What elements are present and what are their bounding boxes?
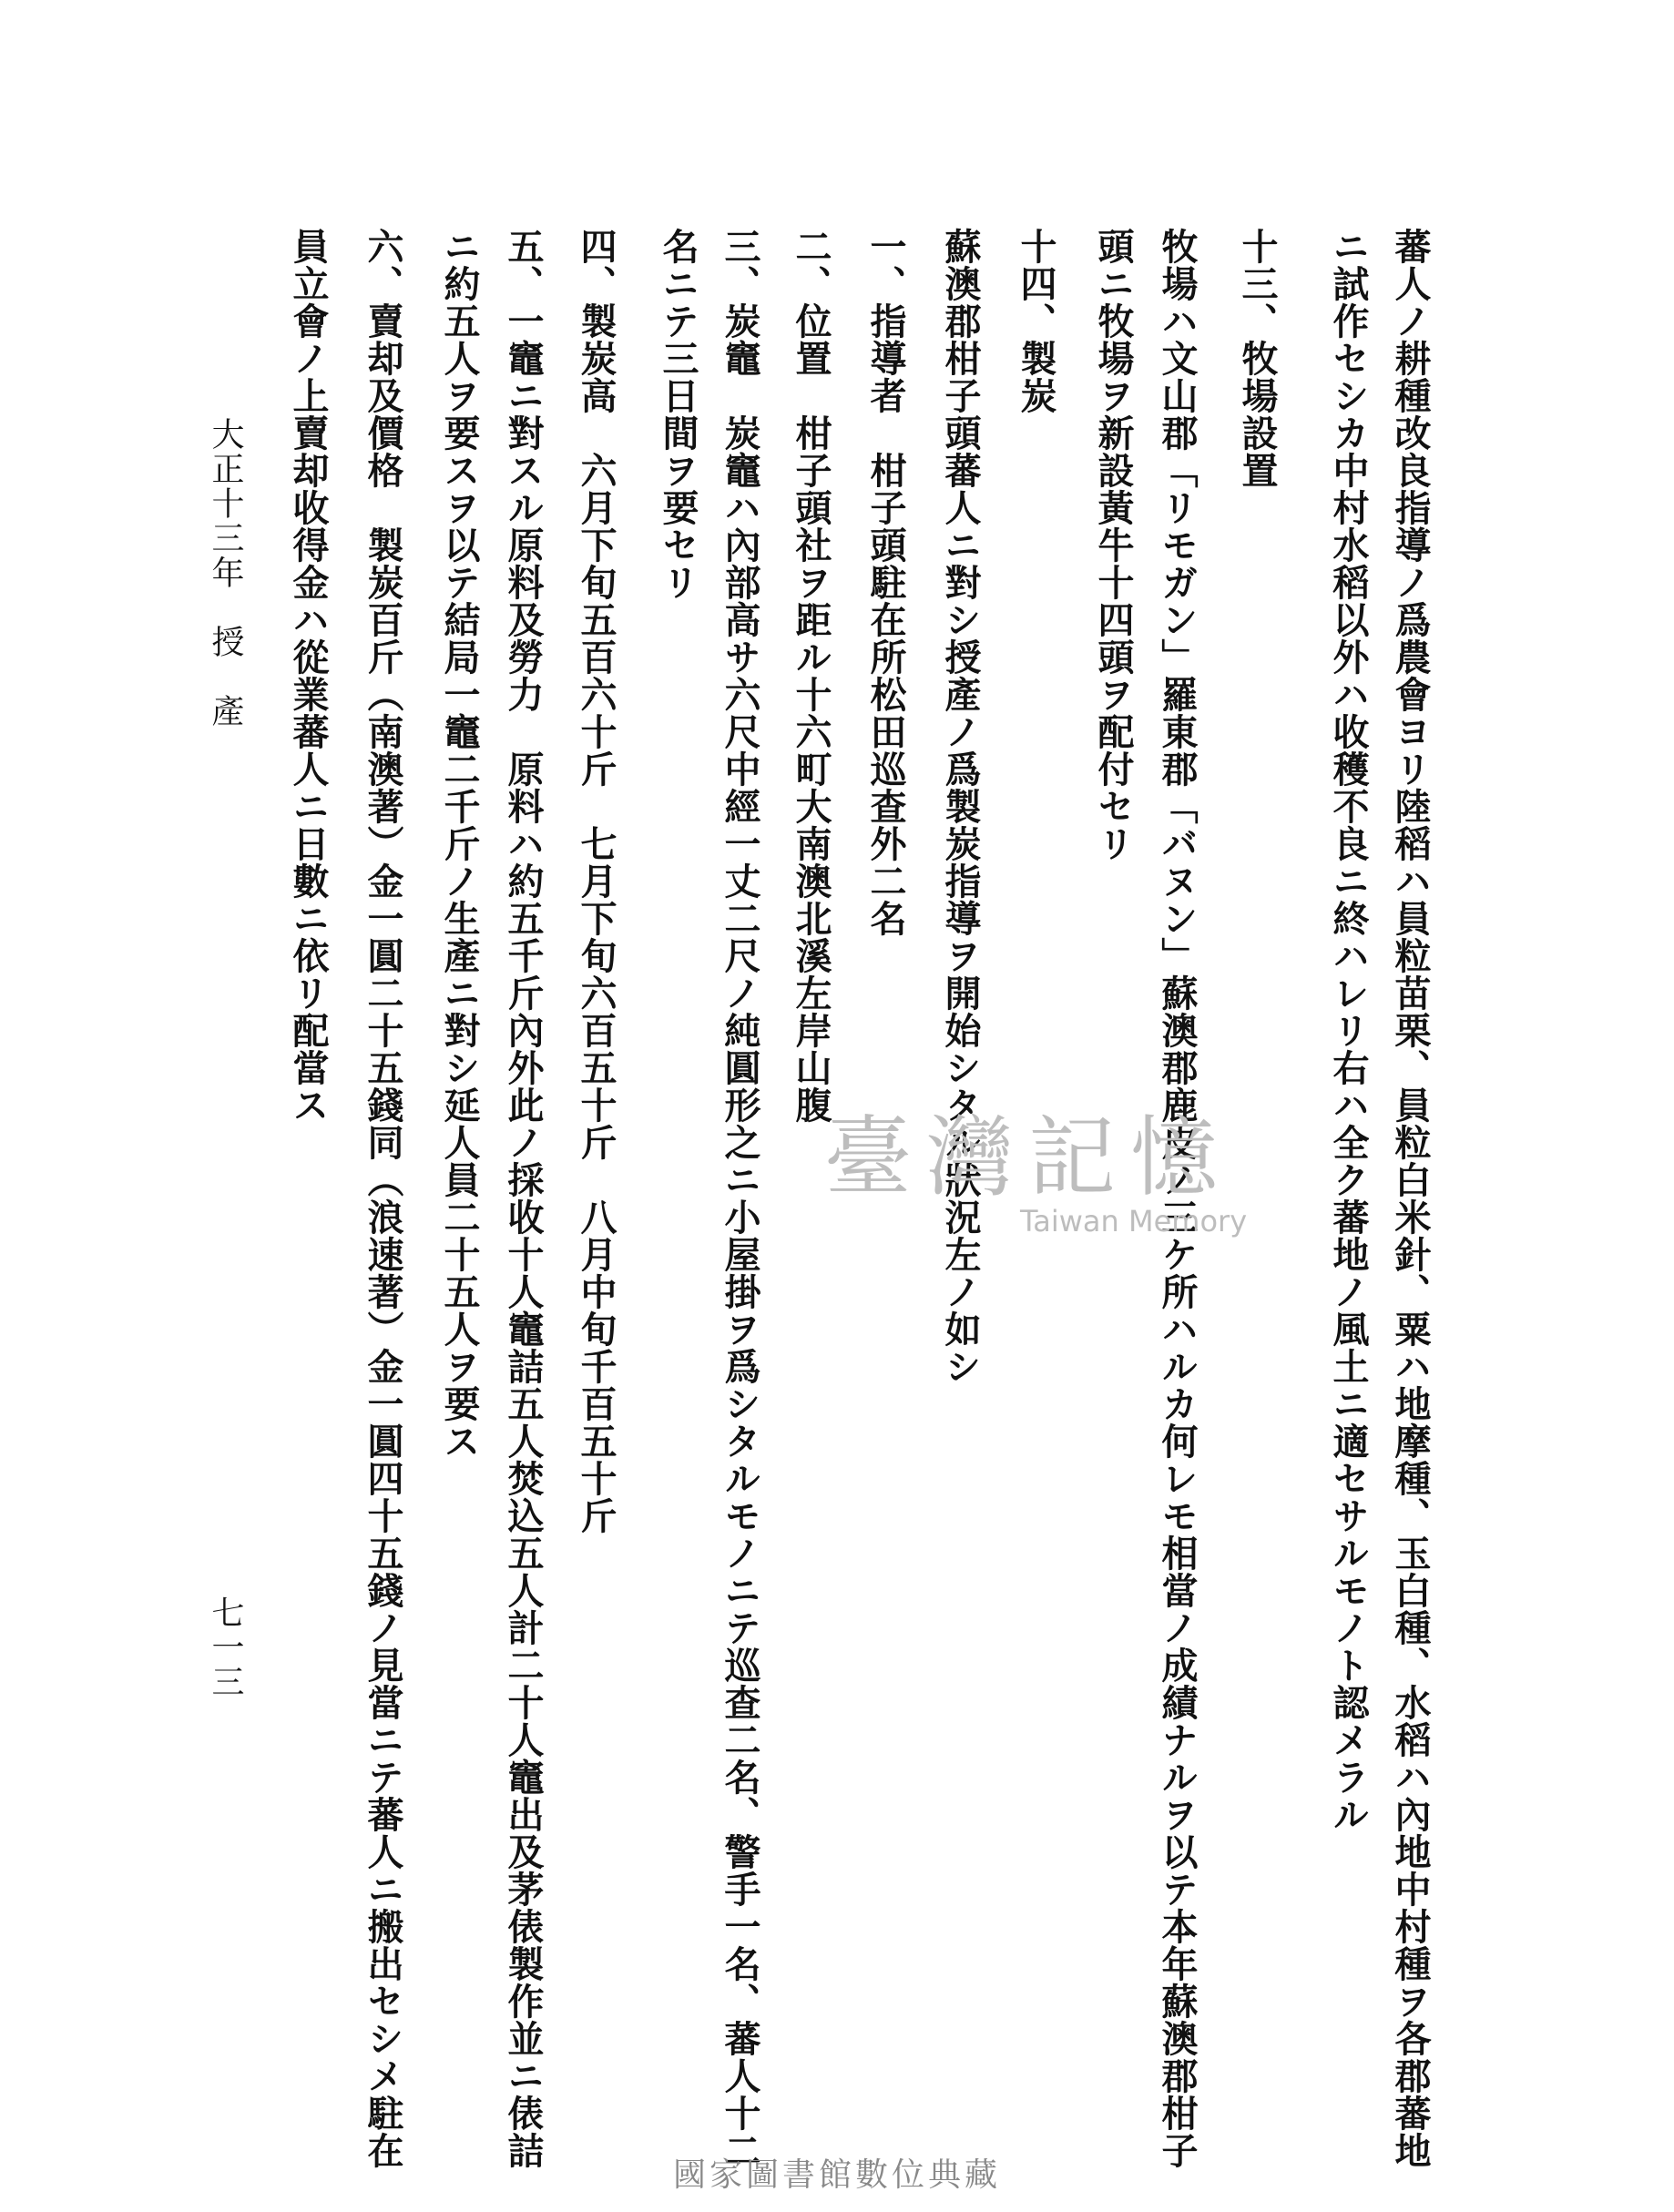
section-heading: 十三、牧場設置 — [1236, 228, 1279, 489]
text-column: 蕃人ノ耕種改良指導ノ爲農會ヨリ陸稻ハ員粒苗栗、員粒白米針、粟ハ地摩種、玉白種、水稻ハ內地中村種ヲ各郡蕃地 — [1389, 228, 1432, 2169]
section-heading: 十四、製炭 — [1015, 228, 1057, 414]
watermark — [824, 1088, 1247, 1239]
list-item: 五、一竈ニ對スル原料及勞力 原料ハ約五千斤內外此ノ採收十人竈詰五人焚込五人計二十人竈出及茅俵製作並ニ俵詰 — [502, 228, 545, 2169]
page-number: 七一三 — [207, 1595, 244, 1699]
watermark-english: Taiwan Memory — [1020, 1204, 1248, 1239]
text-column: 名ニテ三日間ヲ要セリ — [657, 228, 699, 601]
list-item: 二、位置 柑子頭社ヲ距ル十六町大南澳北溪左岸山腹 — [790, 228, 832, 1124]
text-column: 蘇澳郡柑子頭蕃人ニ對シ授產ノ爲製炭指導ヲ開始シタル狀況左ノ如シ — [939, 228, 982, 1385]
text-column: ニ約五人ヲ要スヲ以テ結局一竈二千斤ノ生產ニ對シ延人員二十五人ヲ要ス — [438, 228, 481, 1460]
list-item: 四、製炭高 六月下旬五百六十斤 七月下旬六百五十斤 八月中旬千百五十斤 — [575, 228, 618, 1534]
list-item: 一、指導者 柑子頭駐在所松田巡查外二名 — [864, 228, 907, 937]
list-item: 六、賣却及價格 製炭百斤（南澳著）金一圓二十五錢同（浪速著）金一圓四十五錢ノ見當ニテ蕃人ニ搬出セシメ駐在 — [362, 228, 404, 2169]
text-column: 頭ニ牧場ヲ新設黃牛十四頭ヲ配付セリ — [1092, 228, 1135, 862]
running-title: 大正十三年 授 產 — [207, 417, 244, 729]
list-item: 三、炭竈 炭竈ハ內部高サ六尺中經一丈二尺ノ純圓形之ニ小屋掛ヲ爲シタルモノニテ巡查二名、警手一名、蕃人十二 — [719, 228, 761, 2169]
text-column: 員立會ノ上賣却收得金ハ從業蕃人ニ日數ニ依リ配當ス — [287, 228, 330, 1124]
watermark-chinese: 臺灣記憶 — [824, 1106, 1232, 1208]
library-caption: 國家圖書館數位典藏 — [672, 2156, 1001, 2194]
text-column: ニ試作セシカ中村水稻以外ハ收穫不良ニ終ハレリ右ハ全ク蕃地ノ風土ニ適セサルモノト認メラル — [1327, 228, 1370, 1833]
text-column: 牧場ハ文山郡「リモガン」羅東郡「バヌン」蘇澳郡鹿皮ノ三ケ所ハルカ何レモ相當ノ成績ナルヲ以テ本年蘇澳郡柑子 — [1156, 228, 1199, 2169]
